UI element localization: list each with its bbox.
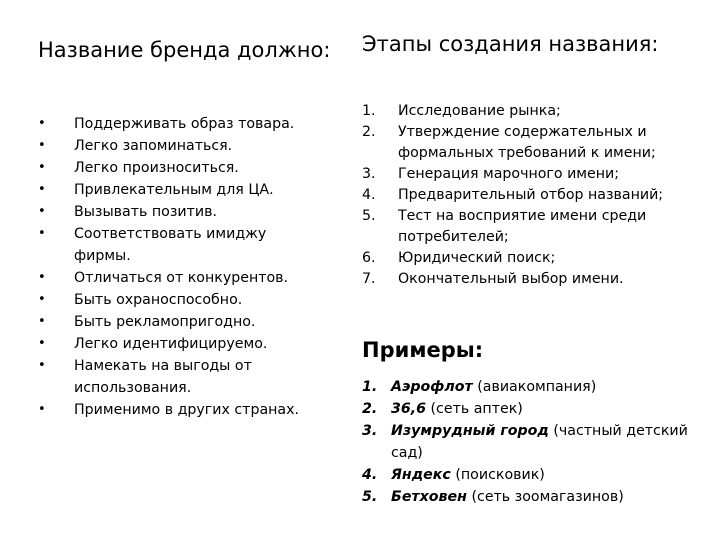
list-item [362, 248, 702, 269]
item-number: 3. [362, 423, 378, 439]
brand-name: Изумрудный город [391, 423, 549, 439]
list-item: • Применимо в других странах. [38, 399, 314, 421]
item-number: 2. [362, 401, 378, 417]
brand-description: (сеть аптек) [426, 401, 523, 417]
item-number: 1. [362, 379, 378, 395]
examples-list [362, 376, 702, 508]
item-text: Предварительный отбор названий; [398, 187, 664, 203]
list-item: • Намекать на выгоды от использования. [38, 355, 314, 399]
item-text: Юридический поиск; [398, 250, 556, 266]
steps-list [362, 101, 702, 290]
list-item: • Привлекательным для ЦА. [38, 179, 314, 201]
item-text: Генерация марочного имени; [398, 166, 620, 182]
item-number: 2. [362, 124, 376, 140]
list-item: • Соответствовать имиджу фирмы. [38, 223, 314, 267]
list-item [362, 206, 702, 248]
requirements-list [38, 113, 318, 421]
item-number: 5. [362, 208, 376, 224]
brand-name: Бетховен [391, 489, 467, 505]
list-item [362, 398, 702, 420]
list-item: • Легко запоминаться. [38, 135, 314, 157]
item-number: 6. [362, 250, 376, 266]
list-item: • Отличаться от конкурентов. [38, 267, 314, 289]
item-text: Утверждение содержательных и формальных требований к имени; [398, 124, 656, 161]
right-heading: Этапы создания названия: [362, 32, 659, 56]
list-item [362, 122, 702, 164]
brand-description: (авиакомпания) [472, 379, 597, 395]
examples-heading: Примеры: [362, 338, 484, 362]
brand-description: (сеть зоомагазинов) [466, 489, 624, 505]
item-number: 1. [362, 103, 376, 119]
brand-name: Аэрофлот [391, 379, 473, 395]
list-item [362, 101, 702, 122]
list-item: • Легко произноситься. [38, 157, 314, 179]
brand-name: 36,6 [391, 401, 427, 417]
brand-description: (частный детский сад) [391, 423, 688, 461]
list-item: • Легко идентифицируемо. [38, 333, 314, 355]
item-number: 4. [362, 187, 376, 203]
list-item [362, 185, 702, 206]
brand-description: (поисковик) [450, 467, 545, 483]
list-item [362, 269, 702, 290]
list-item [362, 376, 702, 398]
list-item: • Вызывать позитив. [38, 201, 314, 223]
item-number: 7. [362, 271, 376, 287]
item-text: Исследование рынка; [398, 103, 561, 119]
list-item [362, 164, 702, 185]
item-number: 3. [362, 166, 376, 182]
list-item: • Быть рекламопригодно. [38, 311, 314, 333]
item-text: Тест на восприятие имени среди потребителей; [398, 208, 647, 245]
left-heading: Название бренда должно: [38, 38, 331, 62]
item-number: 5. [362, 489, 378, 505]
item-number: 4. [362, 467, 378, 483]
list-item: • Поддерживать образ товара. [38, 113, 314, 135]
list-item: • Быть охраноспособно. [38, 289, 314, 311]
list-item [362, 486, 702, 508]
brand-name: Яндекс [391, 467, 451, 483]
list-item [362, 420, 702, 464]
list-item [362, 464, 702, 486]
item-text: Окончательный выбор имени. [398, 271, 624, 287]
